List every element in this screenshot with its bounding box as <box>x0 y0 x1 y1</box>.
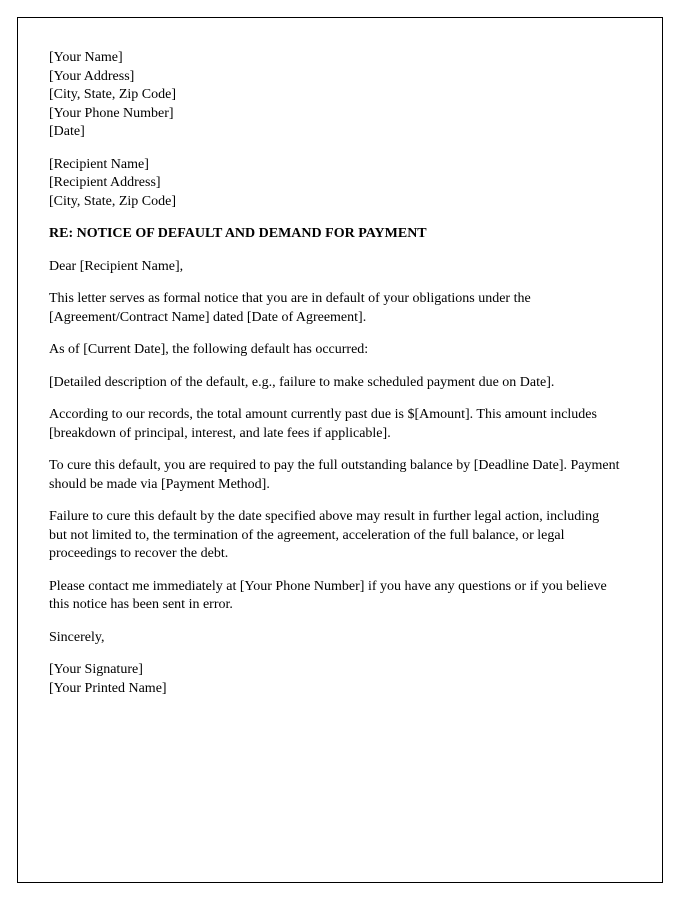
signature-placeholder: [Your Signature] <box>49 662 143 677</box>
letter-date: [Date] <box>49 124 85 139</box>
paragraph-cure-deadline: To cure this default, you are required to pay the full outstanding balance by [Deadline Date]. Payment should be made via [Payment Method]. <box>49 458 620 492</box>
recipient-address: [Recipient Address] <box>49 175 161 190</box>
paragraph-amount-due: According to our records, the total amount currently past due is $[Amount]. This amount includes [breakdown of principal, interest, and late fees if applicable]. <box>49 407 597 441</box>
printed-name-placeholder: [Your Printed Name] <box>49 680 167 696</box>
signature-block <box>49 661 620 698</box>
sender-address-block <box>49 49 620 142</box>
salutation: Dear [Recipient Name], <box>49 258 184 274</box>
paragraph-contact: Please contact me immediately at [Your Phone Number] if you have any questions or if you believe this notice has been sent in error. <box>49 578 607 612</box>
paragraph-notice: This letter serves as formal notice that you are in default of your obligations under the [Agreement/Contract Name] dated [Date of Agreement]. <box>49 291 531 325</box>
letter-body <box>49 49 620 698</box>
subject-line: RE: NOTICE OF DEFAULT AND DEMAND FOR PAYMENT <box>49 226 427 241</box>
recipient-address-block <box>49 156 620 212</box>
sender-name: [Your Name] <box>49 50 123 65</box>
recipient-name: [Recipient Name] <box>49 156 149 172</box>
letter-page <box>17 17 663 883</box>
paragraph-default-description: [Detailed description of the default, e.g., failure to make scheduled payment due on Date]. <box>49 374 555 390</box>
paragraph-default-date: As of [Current Date], the following default has occurred: <box>49 342 369 357</box>
sender-address: [Your Address] <box>49 68 135 84</box>
sender-city-state-zip: [City, State, Zip Code] <box>49 87 177 102</box>
paragraph-legal-consequences: Failure to cure this default by the date specified above may result in further legal action, including but not limited to, the termination of the agreement, acceleration of the full balance, or legal proceedings to recover the debt. <box>49 509 600 561</box>
recipient-city-state-zip: [City, State, Zip Code] <box>49 193 177 209</box>
sender-phone: [Your Phone Number] <box>49 105 174 121</box>
closing: Sincerely, <box>49 629 105 645</box>
